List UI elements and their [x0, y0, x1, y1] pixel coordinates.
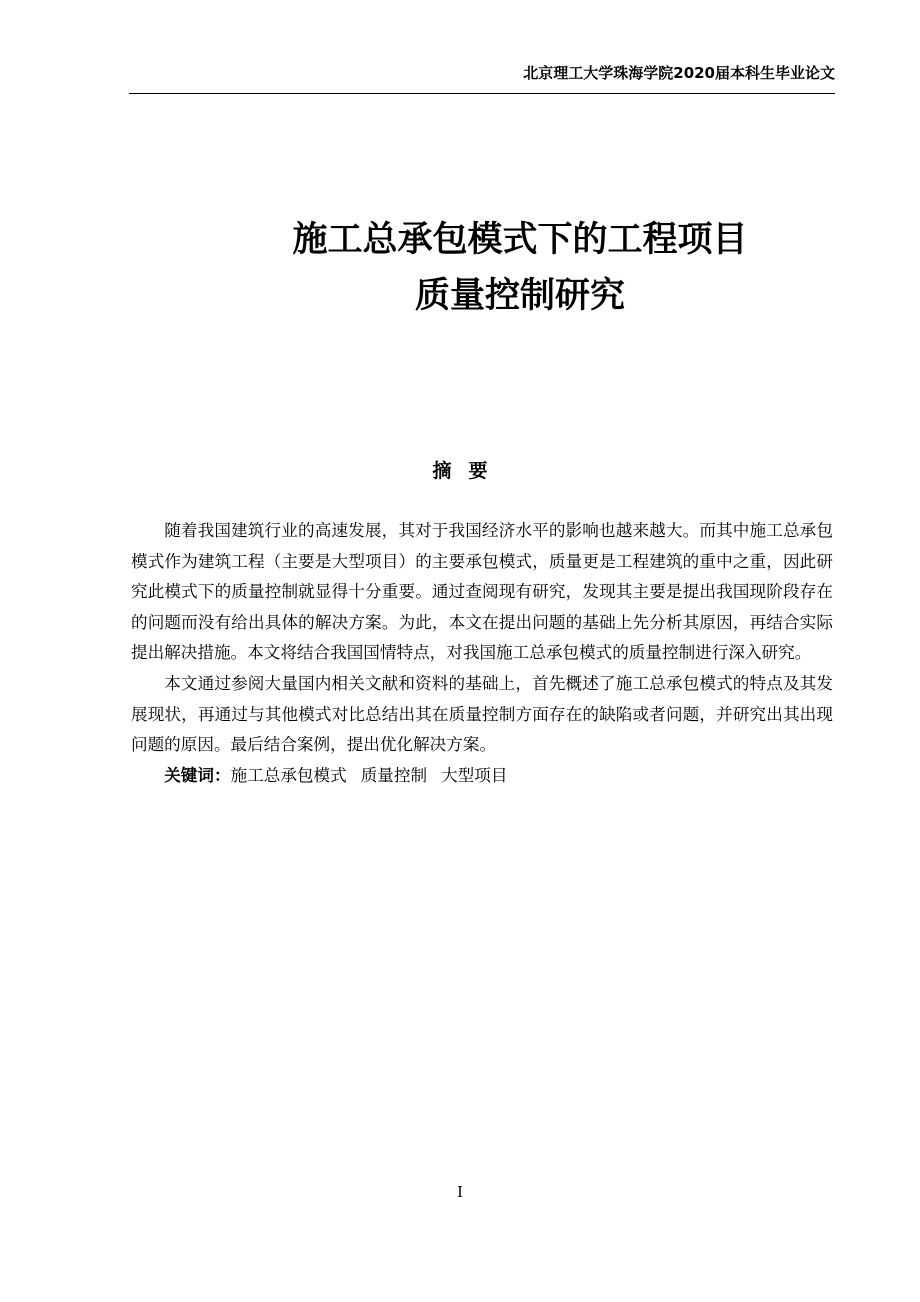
abstract-body: [131, 516, 833, 791]
abstract-paragraph-2: 本文通过参阅大量国内相关文献和资料的基础上，首先概述了施工总承包模式的特点及其发展现状，再通过与其他模式对比总结出其在质量控制方面存在的缺陷或者问题，并研究出其出现问题的原因。最后结合案例，提出优化解决方案。: [131, 673, 833, 755]
abstract-heading: 摘要: [432, 460, 505, 482]
thesis-title-line-2: 质量控制研究: [414, 276, 625, 316]
header-rule: [129, 93, 835, 94]
keyword-3: 大型项目: [441, 765, 508, 785]
thesis-title: [140, 212, 900, 324]
abstract-paragraph-1: 随着我国建筑行业的高速发展，其对于我国经济水平的影响也越来越大。而其中施工总承包模式作为建筑工程（主要是大型项目）的主要承包模式，质量更是工程建筑的重中之重，因此研究此模式下的质量控制就显得十分重要。通过查阅现有研究，发现其主要是提出我国现阶段存在的问题而没有给出具体的解决方案。为此，本文在提出问题的基础上先分析其原因，再结合实际提出解决措施。本文将结合我国国情特点，对我国施工总承包模式的质量控制进行深入研究。: [131, 521, 833, 663]
keyword-2: 质量控制: [360, 765, 428, 785]
keywords-line: [131, 761, 833, 792]
running-header: 北京理工大学珠海学院2020届本科生毕业论文: [523, 64, 835, 82]
keyword-1: 施工总承包模式: [230, 765, 347, 785]
keywords-label: 关键词：: [164, 765, 231, 785]
thesis-title-line-1: 施工总承包模式下的工程项目: [292, 220, 748, 260]
page-number: I: [457, 1183, 463, 1201]
